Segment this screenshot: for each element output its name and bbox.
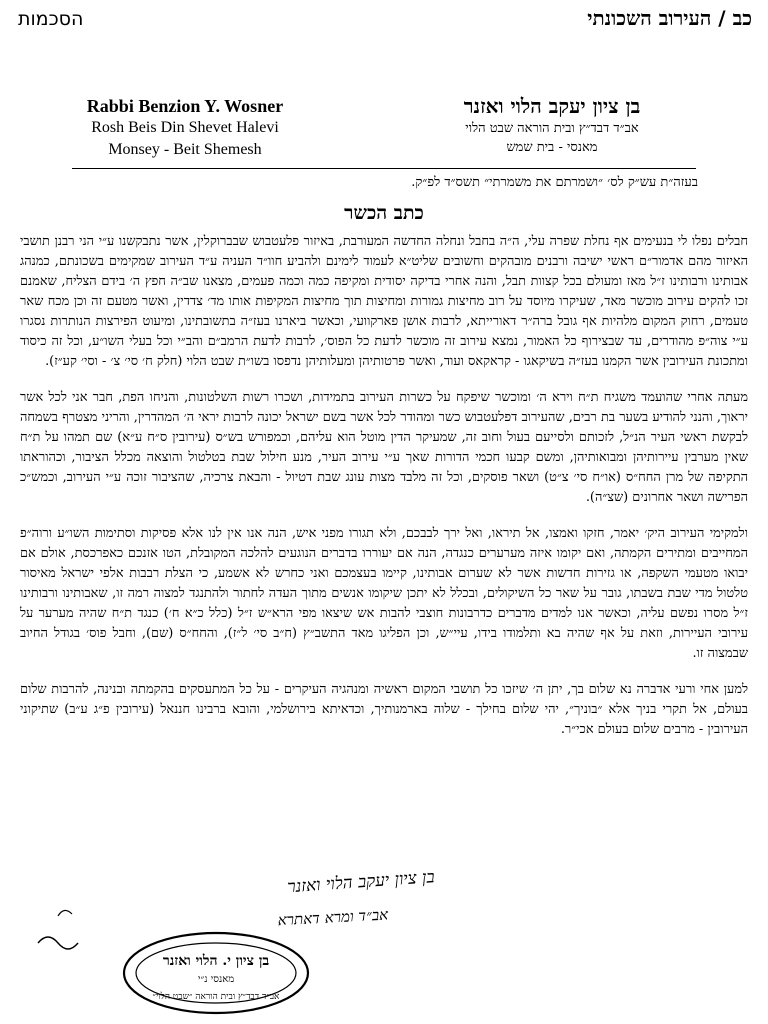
- running-title: כב / העירוב השכונתי: [587, 6, 752, 30]
- letter-body: [20, 232, 748, 740]
- rabbi-name-hebrew: בן ציון יעקב הלוי ואזנר: [463, 94, 641, 118]
- handwritten-signature-line1: בן ציון יעקב הלוי ואזנר: [286, 867, 436, 898]
- paragraph: למען אחי ורעי אדברה נא שלום בך, יתן ה׳ שיזכו כל תושבי המקום ראשיה ומנהגיה העיקרים - על כל המתעסקים בהקמתה ובנינה, להרבות שלום בעולם, אל תקרי בניך אלא ״בוניך״, יהי שלום בחילך - שלוה בארמנותיך, וכדאיתא בירושלמי, והובא ברבינו חננאל (עירובין פ״ג ע״ב) שתיקוני העירובין - מרבים שלום בעולם אכי״ר.: [20, 682, 748, 737]
- section-label: הסכמות: [18, 8, 84, 30]
- stamp-ring-text: אב״ד דבד״ץ ובית הוראה ״שבט הלוי״: [152, 992, 280, 1002]
- letterhead-english: [55, 96, 315, 161]
- letterhead-hebrew: [402, 94, 702, 157]
- dedication-line: בעזה״ת עש״ק לס׳ ״ושמרתם את משמרתי״ תשס״ד לפ״ק.: [411, 175, 698, 190]
- signature-and-stamp: [28, 867, 436, 1018]
- paragraph: ולמקימי העירוב היק׳ יאמר, חזקו ואמצו, אל תיראו, ואל ירך לבבכם, ולא תגורו מפני איש, הנה אנו אין לנו אלא פסיקות וסתימות השו״ע ורוה״פ המחייבים ומתירים הקמתה, ואם יקומו איזה מערערים כנגדה, הנה אם יעוררו בדברים הנוגעים להלכה המקובלת, הטו אזנכם כאפרכסת, אולם אם יבואו מטעמי השקפה, או גזירות חדשות אשר לא שערום אבותינו, קיימו בעצמכם ואני כחרש לא אשמע, כי הצלת רבבות אלפי ישראל מאיסור טלטול מדי שבת בשבתו, גובר על שאר כל השיקולים, ובכלל לא יתכן שיקומו אנשים מתוך העדה לחתור ולהתנגד למצוה רמה זו, שאבותינו ורבותינו ז״ל מסרו נפשם עליה, וכאשר אנו למדים מדברים כדרבונות חוצבי להבות אש שיצאו מפי הרא״ש ז״ל (כלל כ״א ח׳) כנגד ת״ח שהיה מערער על עירובי העיירות, וזאת על אף שהיה בא ותלמודו בידו, עיי״ש, וכן הפליגו מאד התשב״ץ (ח״ב סי׳ ל״ז), והחח״ס (שם), וחבל פוס׳ בגודל החיוב שבמצוה זו.: [20, 526, 748, 661]
- title-english-line1: Rosh Beis Din Shevet Halevi: [91, 119, 279, 136]
- paragraph: מעתה אחרי שהועמד משגיח ת״ח וירא ה׳ ומוכשר שיפקח על כשרות העירוב בתמידות, ושכרו רשות השלטונות, והניחו הפת, חבר אני לכל אשר יראוך, והנני להודיע בשער בת רבים, שהעירוב דפלעטבוש כשר ומהודר לכל אשר בשם ישראל יכונה לרבות יראי ה׳ המהדרין, והריני מצטרף בשמחה לבקשת ראשי העיר הנ״ל, לזכותם ולסייעם בעול וחוב זה, שמעיקר הדין מוטל הוא עליהם, וכמפורש בש״ס (עירובין ס״ח ע״א) שם תמהו על ת״ח שאין מערבין עיירותיהן ומבואותיהן, ומשם קבעו חכמי הדורות שאך ע״י עירוב העיר, מנע חילול שבת בטלטול והוצאה מכלל הציבור, וכהוראתו התקיפה של מרן החח״ס (או״ח סי׳ צ״ט) ושאר פוסקים, וכל זה מלבד מצות עונג שבת דטיול - והבאת צרכיה, שהציבור זוכה ע״י העירוב, וכמש״כ הפרישה ושאר אחרונים (שצ״ה).: [20, 390, 748, 505]
- title-hebrew-line1: אב״ד דבד״ץ ובית הוראה שבט הלוי: [465, 121, 639, 136]
- rabbi-name-english: Rabbi Benzion Y. Wosner: [86, 96, 284, 116]
- stamp-city: מאנסי נ״י: [197, 974, 235, 985]
- stamp-name: בן ציון י. הלוי ואזנר: [162, 953, 270, 969]
- title-hebrew-line2: מאנסי - בית שמש: [506, 140, 598, 155]
- title-english-line2: Monsey - Beit Shemesh: [108, 141, 262, 158]
- document-title: כתב הכשר: [344, 202, 424, 224]
- paragraph: חבלים נפלו לי בנעימים אף נחלת שפרה עלי, ה״ה בחבל ונחלה החדשה המעורבת, באיזור פלעטבוש שבברוקלין, אשר נתבקשנו ע״י הני רבנן תושבי האיזור מהם אדמור״ם ראשי ישיבה ורבנים מובהקים וחשובים שליט״א לעמוד לימינם ולהביע חוו״ד העניה ע״ד העירוב שמקימים בשכונתם, כמנהג אבותינו ורבותינו ז״ל מאז ומעולם בכל קצוות תבל, והנה אחרי בדיקה יסודית ומקיפה כמה וכמה פעמים, מצאנו שב״ה חפץ ה׳ בידם הצליח, שאמנם זכו להקים עירוב מוכשר מאד, שעיקרו מיוסד על רוב מחיצות גמורות ומחיצות תוך מחיצות המקיפות אותו מד׳ צדדין, ואשר מטעם זה וכן מכח שאר טעמים, רחוק המקום מלהיות אף גובל ברה״ר דאורייתא, לרבות אושן פארקוועי, וכאשר ביארנו בעז״ה בתשובתינו, ומיעוט הפירצות הנותרות נסגרו ע״י צוה״פ מהודרים, עד שבצירוף כל האמור, נמצא עירוב זה מוכשר לדעת כל הפוס׳, לרבות לדעת הרמב״ם והב״י וכל בעלי השו״ע, וכל זה כיסוד ומתכונת העירובין אשר הקמנו בעז״ה בשיקאגו - קראקאס ועוד, ואשר פרטותיהן ומעלותיהן נדפסו בשו״ת שבט הלוי (חלק ח׳ סי׳ צ׳ - וסי׳ קע״ז).: [20, 234, 749, 369]
- handwritten-signature-line2: אב״ד ומרא דאתרא: [277, 905, 389, 930]
- letterhead-divider: [72, 168, 696, 169]
